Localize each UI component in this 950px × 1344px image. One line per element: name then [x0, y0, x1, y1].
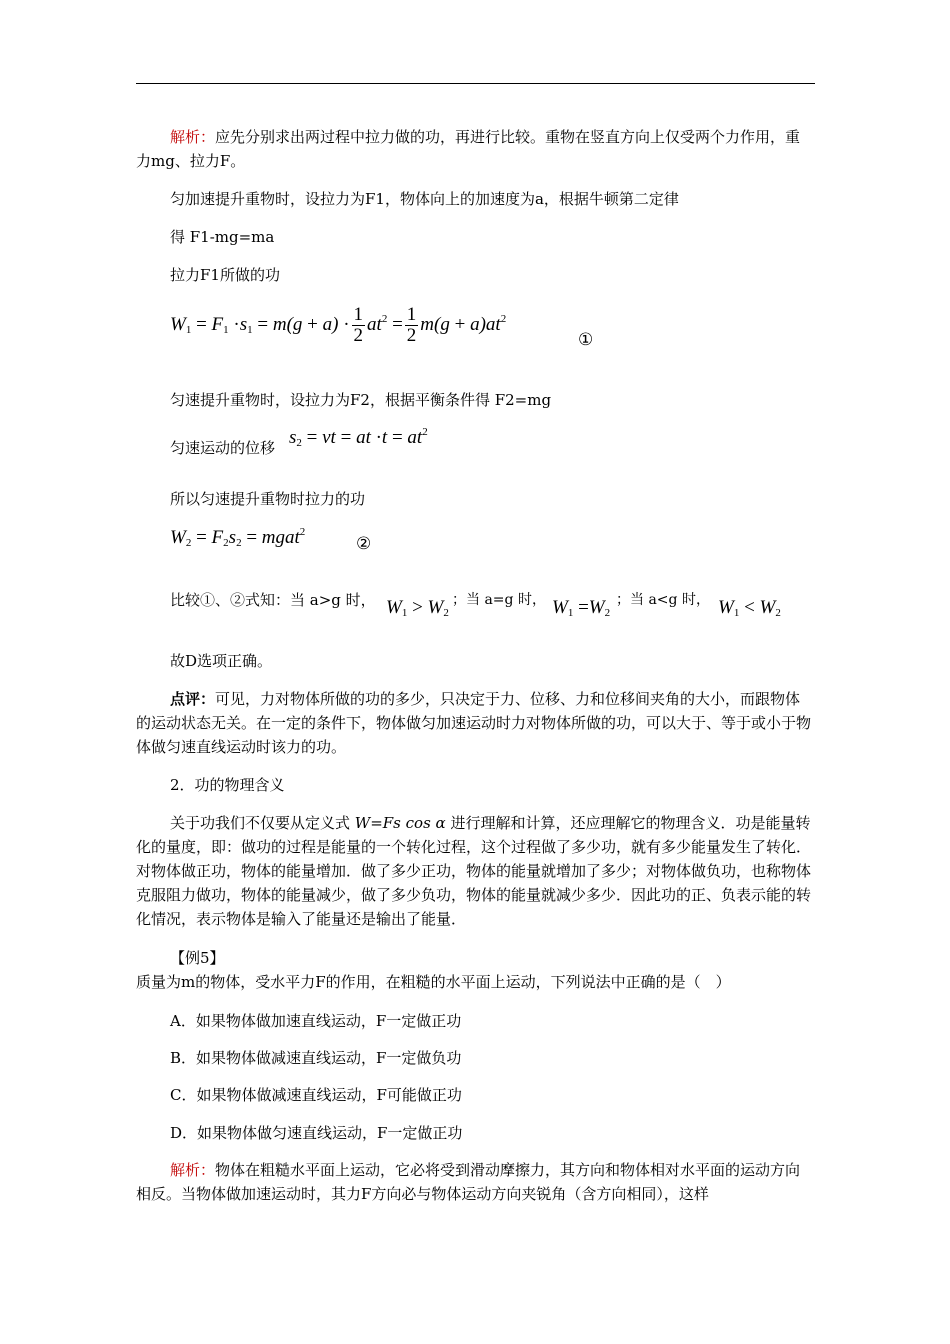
- conclusion-line: 故D选项正确。: [170, 652, 273, 670]
- newton-equation: 得 F1-mg=ma: [170, 228, 275, 246]
- compare-formula-gt: $W_1 > W_2$: [386, 597, 449, 619]
- compare-mid1: ；当 a=g 时，: [452, 592, 546, 608]
- option-c: C．如果物体做减速直线运动，F可能做正功: [170, 1086, 462, 1104]
- option-b: B．如果物体做减速直线运动，F一定做负功: [170, 1049, 462, 1067]
- comment-label: 点评：: [170, 690, 216, 708]
- section2-title: 2．功的物理含义: [170, 776, 285, 794]
- section2-text-a: 关于功我们不仅要从定义式: [170, 814, 355, 832]
- option-d: D．如果物体做匀速直线运动，F一定做正功: [170, 1124, 463, 1142]
- displacement-formula: $s_2$ = vt = at $\cdot t = at^2$: [289, 426, 428, 449]
- equation-marker-2: ②: [356, 534, 372, 554]
- analysis-label: 解析：: [170, 128, 216, 146]
- work1-label: 拉力F1所做的功: [170, 266, 280, 284]
- sothus-line: 所以匀速提升重物时拉力的功: [170, 490, 366, 508]
- analysis-paragraph-2: [136, 1158, 815, 1206]
- compare-mid2: ；当 a<g 时，: [616, 592, 710, 608]
- comment-text: 可见，力对物体所做的功的多少，只决定于力、位移、力和位移间夹角的大小，而跟物体的运动状态无关。在一定的条件下，物体做匀加速运动时力对物体所做的功，可以大于、等于或小于物体做匀速直线运动时该力的功。: [136, 690, 812, 756]
- compare-formula-lt: $W_1 < W_2$: [718, 597, 781, 619]
- analysis-paragraph-1: [136, 125, 815, 173]
- section2-formula: W=Fs cos α: [354, 814, 446, 832]
- section2-paragraph: [136, 811, 815, 931]
- accel-line: 匀加速提升重物时，设拉力为F1，物体向上的加速度为a，根据牛顿第二定律: [170, 190, 679, 208]
- analysis2-label: 解析：: [170, 1161, 216, 1179]
- analysis-text: 应先分别求出两过程中拉力做的功，再进行比较。重物在竖直方向上仅受两个力作用，重力mg、拉力F。: [136, 128, 801, 170]
- work2-formula: $W_2 = F_2s_2$ = mgat$^2$: [170, 526, 306, 549]
- header-rule: [136, 83, 815, 84]
- option-a: A．如果物体做加速直线运动，F一定做正功: [170, 1012, 462, 1030]
- compare-formula-eq: $W_1 =W_2$: [552, 597, 611, 619]
- work1-formula: $W_1 = F_1 \cdot s_1 = m(g + a)$ · $\frac{1}{2}$ $at^2$ = $\frac{1}{2}$ $m(g + a)at^2$: [170, 304, 507, 346]
- compare-lead: 比较①、②式知：当 a>g 时，: [170, 591, 376, 609]
- example5-label: 【例5】: [170, 949, 225, 967]
- example5-text: 质量为m的物体，受水平力F的作用，在粗糙的水平面上运动，下列说法中正确的是（ ）: [136, 973, 731, 991]
- analysis2-text: 物体在粗糙水平面上运动，它必将受到滑动摩擦力，其方向和物体相对水平面的运动方向相反。当物体做加速运动时，其力F方向必与物体运动方向夹锐角（含方向相同），这样: [136, 1161, 801, 1203]
- displacement-label: 匀速运动的位移: [170, 439, 276, 457]
- equation-marker-1: ①: [578, 330, 594, 350]
- uniform-line: 匀速提升重物时，设拉力为F2，根据平衡条件得 F2=mg: [170, 391, 552, 409]
- section2-text-b: 进行理解和计算，还应理解它的物理含义．功是能量转化的量度，即：做功的过程是能量的一个转化过程，这个过程做了多少功，就有多少能量发生了转化．对物体做正功，物体的能量增加．做了多少正功，物体的能量就增加了多少；对物体做负功，也称物体克服阻力做功，物体的能量减少，做了多少负功，物体的能量就减少多少．因此功的正、负表示能的转化情况，表示物体是输入了能量还是输出了能量．: [136, 814, 812, 928]
- example5-paragraph: [136, 946, 815, 994]
- comment-paragraph: [136, 687, 815, 759]
